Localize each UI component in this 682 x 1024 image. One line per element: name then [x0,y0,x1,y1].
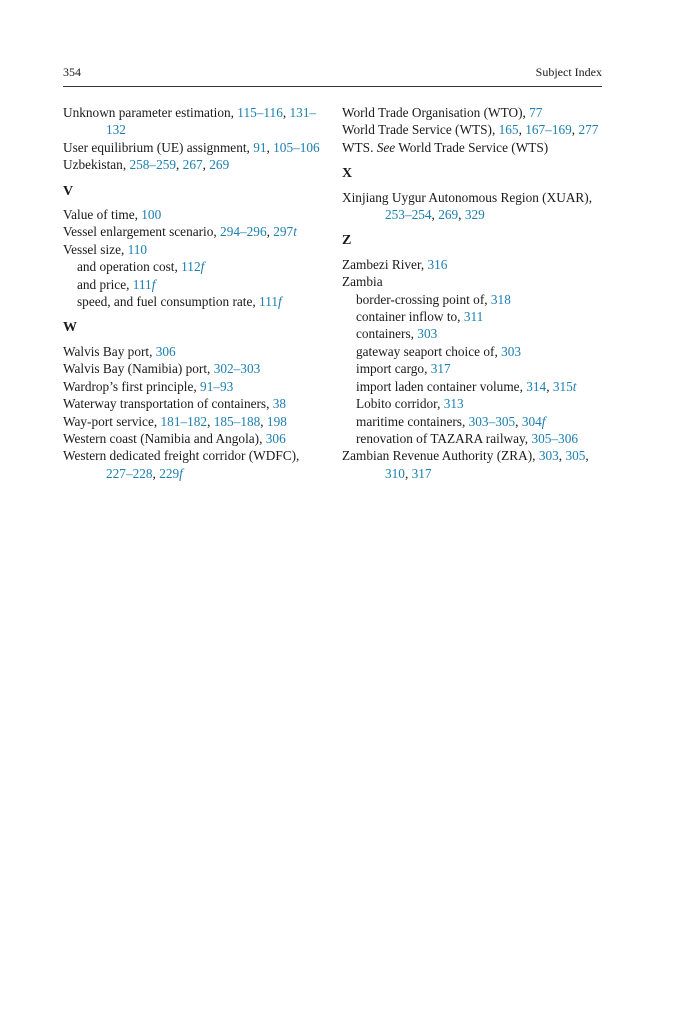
index-entry [342,121,604,138]
entry-term: Lobito corridor, [356,396,444,412]
page-link[interactable]: 317 [430,361,451,377]
page-link[interactable]: 38 [272,396,287,412]
page-link[interactable]: 91–93 [200,378,234,394]
page-link[interactable]: 310 [385,465,405,481]
page-link[interactable]: 317 [411,465,432,481]
entry-term: Zambian Revenue Authority (ZRA), [342,448,539,464]
page-separator: , [176,157,183,173]
page-link[interactable]: 112f [181,259,205,275]
index-entry [63,343,325,360]
page-separator: , [202,157,210,173]
page-link[interactable]: 305 [565,448,586,464]
page-separator: , [266,224,274,240]
index-entry [342,447,604,482]
index-subentry [342,360,604,377]
page-link[interactable]: 315t [552,378,577,394]
page-link[interactable]: 167–169 [525,122,572,138]
page-separator: , [518,122,526,138]
entry-term: Xinjiang Uygur Autonomous Region (XUAR), [342,189,593,205]
page-link[interactable]: 258–259 [129,157,177,173]
header-rule [63,86,602,87]
figure-table-suffix: f [200,259,205,275]
page-link[interactable]: 229f [159,465,183,481]
page-separator: , [585,448,589,464]
figure-table-suffix: f [151,276,156,292]
page-link[interactable]: 314 [526,378,547,394]
page-link[interactable]: 297t [273,224,297,240]
index-subentry [342,291,604,308]
entry-term: import laden container volume, [356,378,527,394]
page-link[interactable]: 105–106 [273,139,320,155]
index-entry [342,256,604,273]
entry-term: Unknown parameter estimation, [63,105,238,120]
figure-table-suffix: t [572,378,577,394]
page-link[interactable]: 267 [182,157,203,173]
index-subentry [342,430,604,447]
index-entry [63,206,325,223]
index-subentry [63,293,325,310]
page-link[interactable]: 311 [463,309,484,325]
index-column-left [63,104,325,482]
figure-table-suffix: f [179,465,183,481]
index-entry [342,139,604,156]
index-entry [342,189,604,224]
page-link[interactable]: 181–182 [160,413,208,429]
index-letter-heading: W [63,320,77,336]
entry-term: World Trade Service (WTS), [342,122,499,138]
entry-term: Waterway transportation of containers, [63,396,273,412]
index-entry [63,360,325,377]
entry-term: World Trade Organisation (WTO), [342,105,530,120]
page-link[interactable]: 131–132 [106,105,317,138]
entry-term: border-crossing point of, [356,291,491,307]
entry-term: Western coast (Namibia and Angola), [63,430,266,446]
entry-term: Wardrop’s first principle, [63,378,201,394]
page-link[interactable]: 115–116 [237,105,283,120]
page-separator: , [458,207,465,223]
see-reference-label: See [376,139,396,155]
index-entry [342,104,604,121]
index-entry [63,104,325,139]
page-link[interactable]: 303–305 [468,413,516,429]
entry-term: Walvis Bay port, [63,343,156,359]
running-header-title: Subject Index [535,65,602,79]
page-link[interactable]: 306 [155,343,176,359]
index-entry [63,395,325,412]
entry-term: WTS. [342,139,377,155]
page-link[interactable]: 111f [259,294,282,310]
index-entry [63,241,325,258]
index-letter-heading: X [342,166,353,182]
index-subentry [342,325,604,342]
page-link[interactable]: 110 [127,241,148,257]
page-separator: , [152,465,160,481]
entry-term: and price, [77,276,133,292]
page-link[interactable]: 111f [132,276,156,292]
figure-table-suffix: f [541,413,546,429]
page-separator: , [546,378,553,394]
index-subentry [63,258,325,275]
entry-term: Value of time, [63,207,142,223]
index-letter-heading: Z [342,233,352,249]
index-subentry [342,343,604,360]
entry-term: Vessel size, [63,241,128,257]
page-link[interactable]: 302–303 [213,361,261,377]
entry-term: Way-port service, [63,413,161,429]
figure-table-suffix: f [278,294,282,310]
index-subentry [342,413,604,430]
page-link[interactable]: 313 [443,396,464,412]
page-link[interactable]: 269 [209,157,230,173]
entry-term: containers, [356,326,418,342]
index-entry [63,430,325,447]
page-separator: , [558,448,566,464]
entry-term: Walvis Bay (Namibia) port, [63,361,214,377]
entry-term: Uzbekistan, [63,157,130,173]
see-reference-target: World Trade Service (WTS) [395,139,549,155]
page-link[interactable]: 100 [141,207,162,223]
index-entry [342,273,604,290]
page-link[interactable]: 329 [464,207,485,223]
page-link[interactable]: 198 [266,413,287,429]
page-link[interactable]: 318 [490,291,511,307]
entry-term: Vessel enlargement scenario, [63,224,221,240]
page-link[interactable]: 253–254 [385,207,432,223]
index-entry [63,139,325,156]
entry-term: maritime containers, [356,413,469,429]
entry-term: speed, and fuel consumption rate, [77,294,260,310]
entry-term: import cargo, [356,361,431,377]
entry-term: renovation of TAZARA railway, [356,430,532,446]
entry-term: Zambezi River, [342,256,428,272]
page-link[interactable]: 294–296 [220,224,267,240]
page-separator: , [515,413,522,429]
index-entry [63,413,325,430]
entry-term: and operation cost, [77,259,182,275]
index-letter-heading: V [63,183,74,199]
index-entry [63,223,325,240]
entry-term: Zambia [342,274,383,290]
page-link[interactable]: 269 [438,207,459,223]
index-entry [63,447,325,482]
page-link[interactable]: 306 [265,430,286,446]
index-column-right [342,104,604,482]
page-link[interactable]: 185–188 [213,413,261,429]
entry-term: User equilibrium (UE) assignment, [63,139,254,155]
entry-term: Western dedicated freight corridor (WDFC), [63,448,300,464]
page-separator: , [260,413,267,429]
index-entry [63,378,325,395]
page-separator: , [571,122,579,138]
page-link[interactable]: 304f [521,413,546,429]
figure-table-suffix: t [293,224,297,240]
page-link[interactable]: 227–228 [106,465,153,481]
index-subentry [342,308,604,325]
page-link[interactable]: 303 [417,326,438,342]
page-separator: , [431,207,439,223]
page-separator: , [207,413,214,429]
index-entry [63,156,325,173]
page-link[interactable]: 303 [501,343,522,359]
page-link[interactable]: 165 [498,122,519,138]
page-link[interactable]: 277 [578,122,599,138]
index-subentry [63,276,325,293]
page-separator: , [404,465,412,481]
page-number: 354 [63,65,81,79]
page-separator: , [266,139,274,155]
index-subentry [342,395,604,412]
page-link[interactable]: 91 [253,139,267,155]
page-link[interactable]: 77 [529,105,543,120]
page-separator: , [282,105,290,120]
page-link[interactable]: 305–306 [531,430,578,446]
page-link[interactable]: 303 [538,448,559,464]
entry-term: container inflow to, [356,309,464,325]
entry-term: gateway seaport choice of, [356,343,502,359]
index-subentry [342,378,604,395]
page-link[interactable]: 316 [427,256,448,272]
